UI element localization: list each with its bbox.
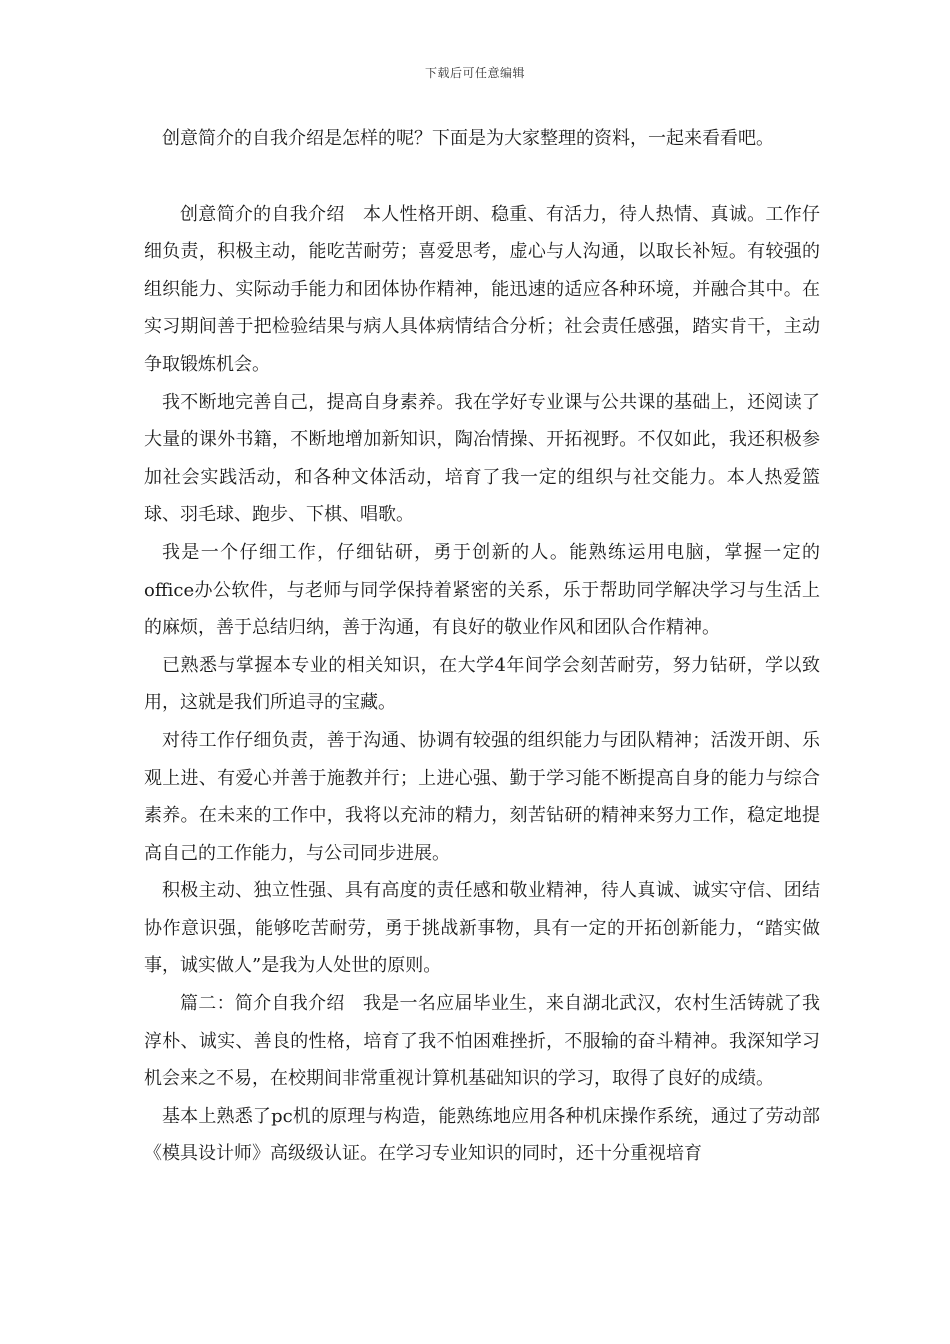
paragraph-5: 对待工作仔细负责，善于沟通、协调有较强的组织能力与团队精神；活泼开朗、乐观上进、有爱心并善于施教并行；上进心强、勤于学习能不断提高自身的能力与综合素养。在未来的工作中，我将以充沛的精力，刻苦钻研的精神来努力工作，稳定地提高自己的工作能力，与公司同步进展。 [144, 729, 820, 864]
paragraph-3: 我是一个仔细工作，仔细钻研，勇于创新的人。能熟练运用电脑，掌握一定的office办公软件，与老师与同学保持着紧密的关系，乐于帮助同学解决学习与生活上的麻烦，善于总结归纳，善于沟通，有良好的敬业作风和团队合作精神。 [144, 541, 820, 639]
paragraph-4: 已熟悉与掌握本专业的相关知识，在大学4年间学会刻苦耐劳，努力钻研，学以致用，这就是我们所追寻的宝藏。 [144, 654, 820, 714]
paragraph-8: 基本上熟悉了pc机的原理与构造，能熟练地应用各种机床操作系统，通过了劳动部《模具设计师》高级级认证。在学习专业知识的同时，还十分重视培育 [144, 1105, 820, 1165]
paragraph-6: 积极主动、独立性强、具有高度的责任感和敬业精神，待人真诚、诚实守信、团结协作意识强，能够吃苦耐劳，勇于挑战新事物，具有一定的开拓创新能力，“踏实做事，诚实做人”是我为人处世的原则。 [144, 880, 820, 977]
document-body [144, 120, 820, 1173]
paragraph-7: 篇二：简介自我介绍 我是一名应届毕业生，来自湖北武汉，农村生活铸就了我淳朴、诚实、善良的性格，培育了我不怕困难挫折，不服输的奋斗精神。我深知学习机会来之不易，在校期间非常重视计算机基础知识的学习，取得了良好的成绩。 [144, 993, 820, 1090]
page-header: 下载后可任意编辑 [424, 66, 525, 80]
intro-paragraph: 创意简介的自我介绍是怎样的呢？下面是为大家整理的资料，一起来看看吧。 [162, 128, 774, 149]
paragraph-1: 创意简介的自我介绍 本人性格开朗、稳重、有活力，待人热情、真诚。工作仔细负责，积极主动，能吃苦耐劳；喜爱思考，虚心与人沟通，以取长补短。有较强的组织能力、实际动手能力和团体协作精神，能迅速的适应各种环境，并融合其中。在实习期间善于把检验结果与病人具体病情结合分析；社会责任感强，踏实肯干，主动争取锻炼机会。 [144, 203, 820, 375]
paragraph-2: 我不断地完善自己，提高自身素养。我在学好专业课与公共课的基础上，还阅读了大量的课外书籍，不断地增加新知识，陶冶情操、开拓视野。不仅如此，我还积极参加社会实践活动，和各种文体活动，培育了我一定的组织与社交能力。本人热爱篮球、羽毛球、跑步、下棋、唱歌。 [144, 391, 820, 526]
